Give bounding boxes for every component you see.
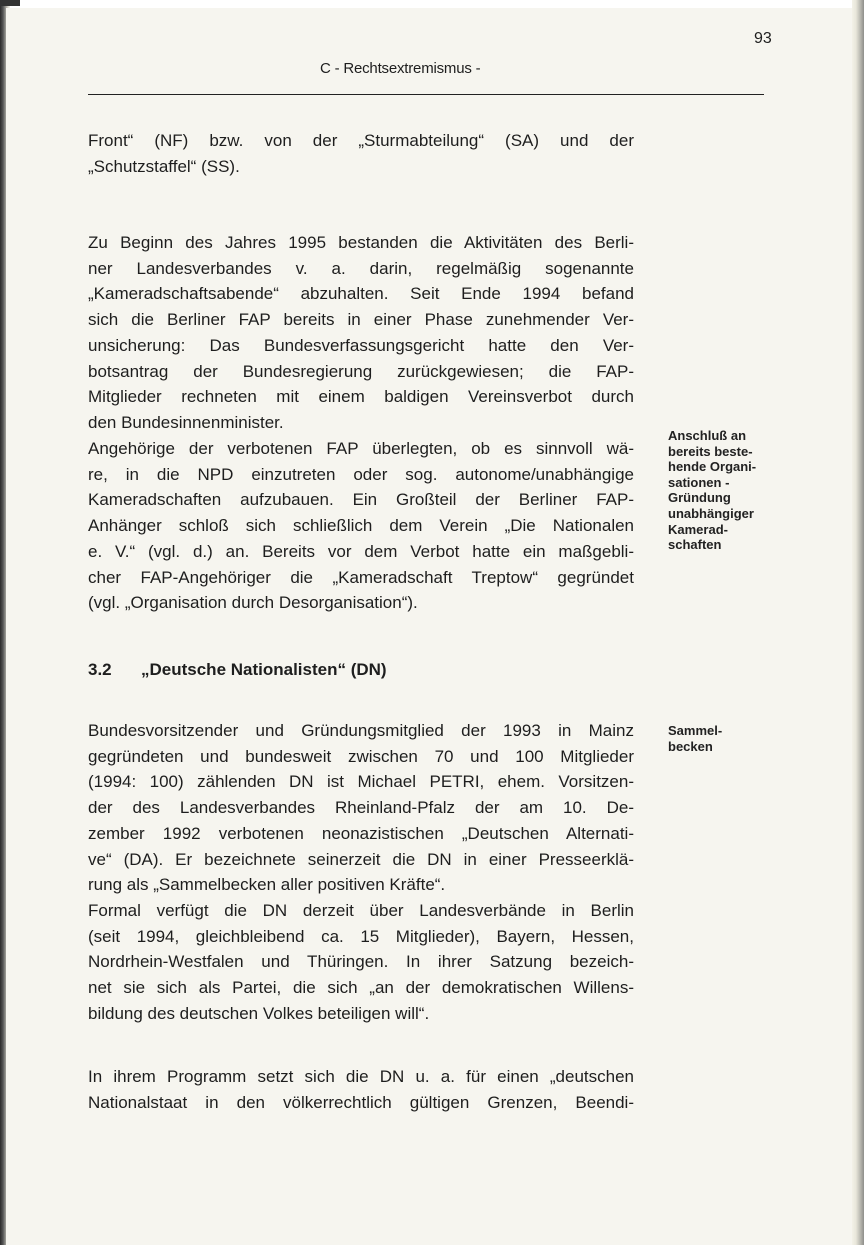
section-heading	[88, 660, 387, 680]
text-line: gegründeten und bundesweit zwischen 70 und 100 Mitglieder	[88, 746, 634, 766]
page-corner-shadow	[0, 0, 20, 6]
note-line: sationen -	[668, 474, 730, 490]
text-line: e. V.“ (vgl. d.) an. Bereits vor dem Verbot hatte ein maßgebli-	[88, 541, 634, 561]
text-line: bildung des deutschen Volkes beteiligen will“.	[88, 1003, 430, 1023]
text-line: zember 1992 verbotenen neonazistischen „Deutschen Alternati-	[88, 823, 634, 843]
text-line: „Schutzstaffel“ (SS).	[88, 156, 240, 176]
note-line: schaften	[668, 537, 722, 553]
text-line: der des Landesverbandes Rheinland-Pfalz der am 10. De-	[88, 798, 634, 818]
text-line: Formal verfügt die DN derzeit über Landesverbände in Berlin	[88, 900, 634, 920]
text-line: ner Landesverbandes v. a. darin, regelmäßig sogenannte	[88, 258, 634, 278]
note-line: Sammel-	[668, 723, 723, 738]
page-edge-right	[852, 0, 864, 1245]
margin-note-sammelbecken	[668, 723, 778, 754]
note-line: Gründung	[668, 490, 731, 506]
page-number: 93	[754, 30, 772, 47]
text-line: ve“ (DA). Er bezeichnete seinerzeit die DN in einer Presseerklä-	[88, 849, 634, 869]
note-line: hende Organi-	[668, 459, 757, 475]
text-line: re, in die NPD einzutreten oder sog. autonome/unabhängige	[88, 464, 634, 484]
text-line: Mitglieder rechneten mit einem baldigen Vereinsverbot durch	[88, 387, 634, 407]
text-line: net sie sich als Partei, die sich „an der demokratischen Willens-	[88, 978, 634, 998]
text-line: (seit 1994, gleichbleibend ca. 15 Mitglieder), Bayern, Hessen,	[88, 926, 634, 946]
text-line: den Bundesinnenminister.	[88, 412, 284, 432]
text-line: „Kameradschaftsabende“ abzuhalten. Seit Ende 1994 befand	[88, 284, 634, 304]
text-line: (vgl. „Organisation durch Desorganisation“).	[88, 593, 418, 613]
note-line: Anschluß an	[668, 428, 747, 443]
text-line: Bundesvorsitzender und Gründungsmitglied der 1993 in Mainz	[88, 721, 634, 740]
header-rule	[88, 94, 764, 95]
paragraph-program	[88, 1064, 634, 1115]
text-line: Nationalstaat in den völkerrechtlich gültigen Grenzen, Beendi-	[88, 1092, 634, 1112]
text-line: Front“ (NF) bzw. von der „Sturmabteilung“ (SA) und der	[88, 131, 634, 150]
section-number: 3.2	[88, 660, 112, 679]
text-line: Angehörige der verbotenen FAP überlegten, ob es sinnvoll wä-	[88, 439, 634, 458]
text-line: unsicherung: Das Bundesverfassungsgericht hatte den Ver-	[88, 335, 634, 355]
paragraph-1995	[88, 230, 634, 436]
section-title: „Deutsche Nationalisten“ (DN)	[141, 660, 387, 679]
paragraph-intro	[88, 128, 634, 179]
text-line: Anhänger schloß sich schließlich dem Verein „Die Nationalen	[88, 516, 634, 536]
note-line: unabhängiger	[668, 505, 754, 521]
note-line: becken	[668, 738, 713, 754]
text-line: rung als „Sammelbecken aller positiven Kräfte“.	[88, 875, 446, 895]
running-head: C - Rechtsextremismus -	[320, 60, 481, 77]
text-line: Nordrhein-Westfalen und Thüringen. In ihrer Satzung bezeich-	[88, 952, 634, 972]
book-page	[6, 8, 854, 1245]
text-line: (1994: 100) zählenden DN ist Michael PETRI, ehem. Vorsitzen-	[88, 772, 634, 792]
text-line: cher FAP-Angehöriger die „Kameradschaft Treptow“ gegründet	[88, 567, 634, 587]
text-line: In ihrem Programm setzt sich die DN u. a. für einen „deutschen	[88, 1067, 634, 1086]
margin-note-anschluss	[668, 428, 778, 553]
text-line: Zu Beginn des Jahres 1995 bestanden die Aktivitäten des Berli-	[88, 233, 634, 252]
paragraph-fap	[88, 436, 634, 616]
text-line: botsantrag der Bundesregierung zurückgewiesen; die FAP-	[88, 361, 634, 381]
text-line: sich die Berliner FAP bereits in einer Phase zunehmender Ver-	[88, 310, 634, 330]
note-line: Kamerad-	[668, 521, 728, 537]
paragraph-dn	[88, 718, 634, 1026]
note-line: bereits beste-	[668, 443, 753, 459]
text-line: Kameradschaften aufzubauen. Ein Großteil der Berliner FAP-	[88, 490, 634, 510]
